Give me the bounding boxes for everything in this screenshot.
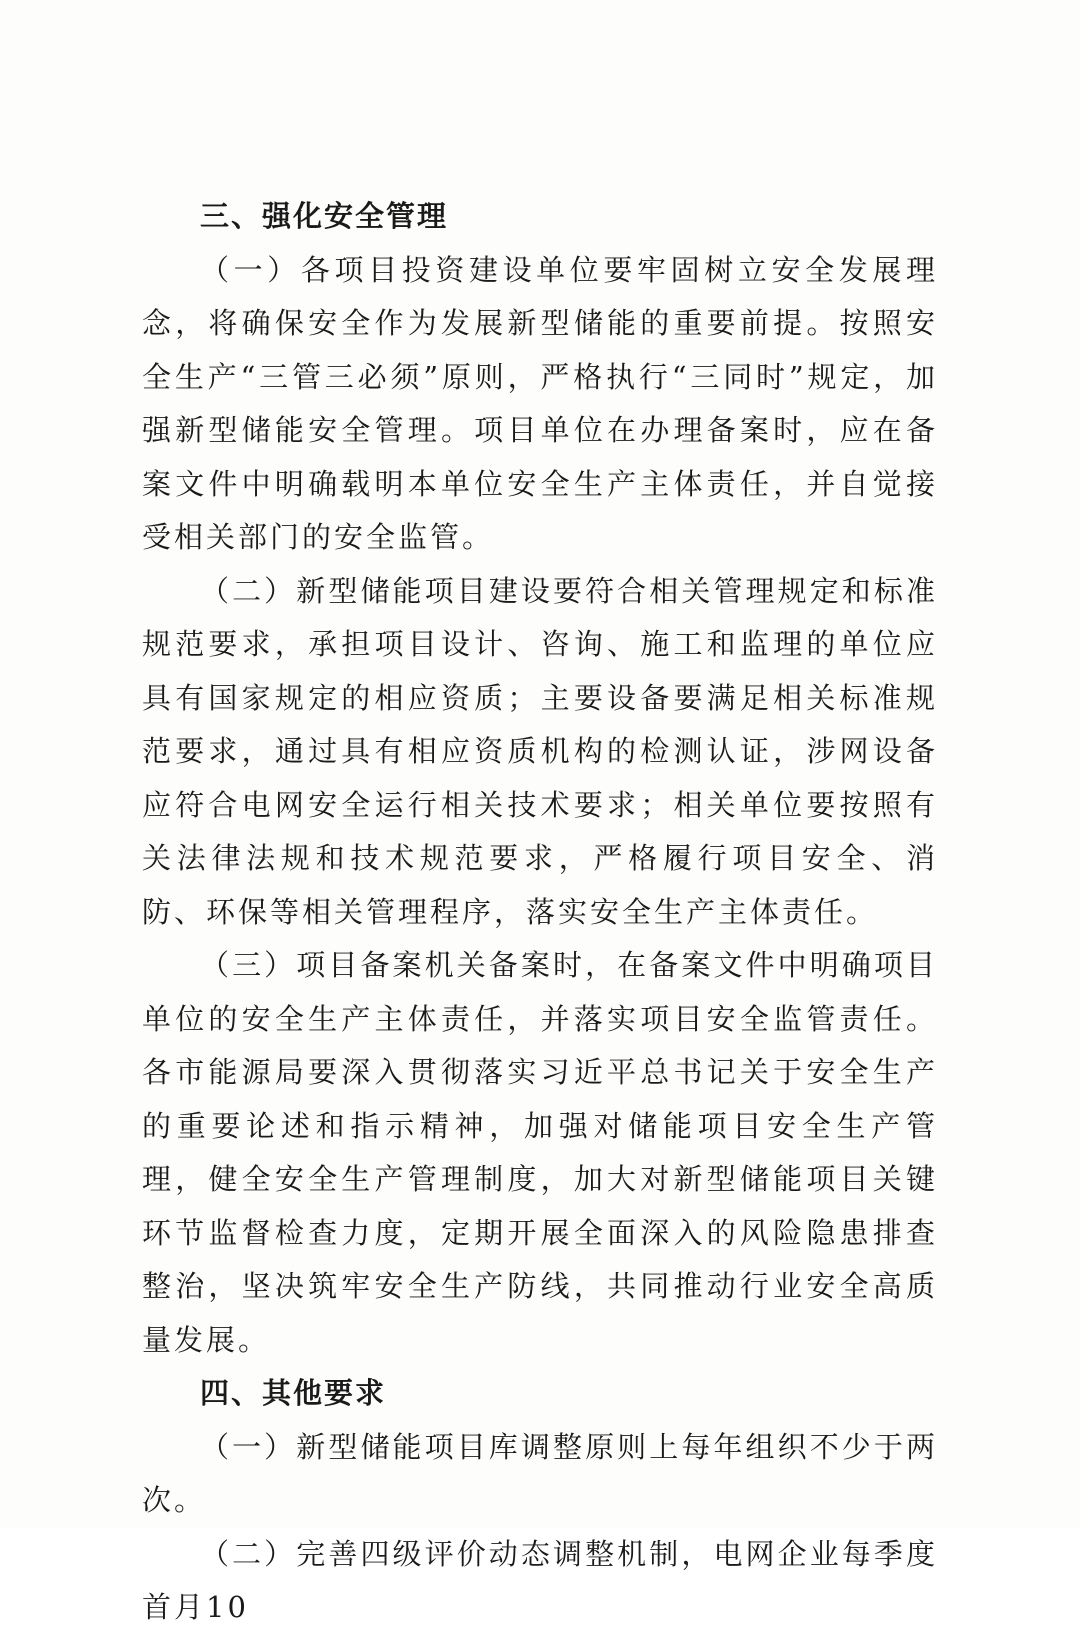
- paragraph: （二）新型储能项目建设要符合相关管理规定和标准规范要求，承担项目设计、咨询、施工和监理的单位应具有国家规定的相应资质；主要设备要满足相关标准规范要求，通过具有相应资质机构的检测认证，涉网设备应符合电网安全运行相关技术要求；相关单位要按照有关法律法规和技术规范要求，严格履行项目安全、消防、环保等相关管理程序，落实安全生产主体责任。: [142, 573, 938, 929]
- section-3: [142, 190, 938, 1367]
- section-heading: 三、强化安全管理: [200, 199, 449, 233]
- paragraph: （一）各项目投资建设单位要牢固树立安全发展理念，将确保安全作为发展新型储能的重要前提。按照安全生产“三管三必须”原则，严格执行“三同时”规定，加强新型储能安全管理。项目单位在办理备案时，应在备案文件中明确载明本单位安全生产主体责任，并自觉接受相关部门的安全监管。: [142, 252, 938, 554]
- section-4: [142, 1367, 938, 1635]
- paragraph: （三）项目备案机关备案时，在备案文件中明确项目单位的安全生产主体责任，并落实项目安全监管责任。各市能源局要深入贯彻落实习近平总书记关于安全生产的重要论述和指示精神，加强对储能项目安全生产管理，健全安全生产管理制度，加大对新型储能项目关键环节监督检查力度，定期开展全面深入的风险隐患排查整治，坚决筑牢安全生产防线，共同推动行业安全高质量发展。: [142, 948, 938, 1357]
- paragraph: （二）完善四级评价动态调整机制，电网企业每季度首月10: [142, 1536, 938, 1624]
- paragraph: （一）新型储能项目库调整原则上每年组织不少于两次。: [142, 1429, 938, 1517]
- section-heading: 四、其他要求: [200, 1376, 387, 1410]
- document-body: [142, 190, 938, 1635]
